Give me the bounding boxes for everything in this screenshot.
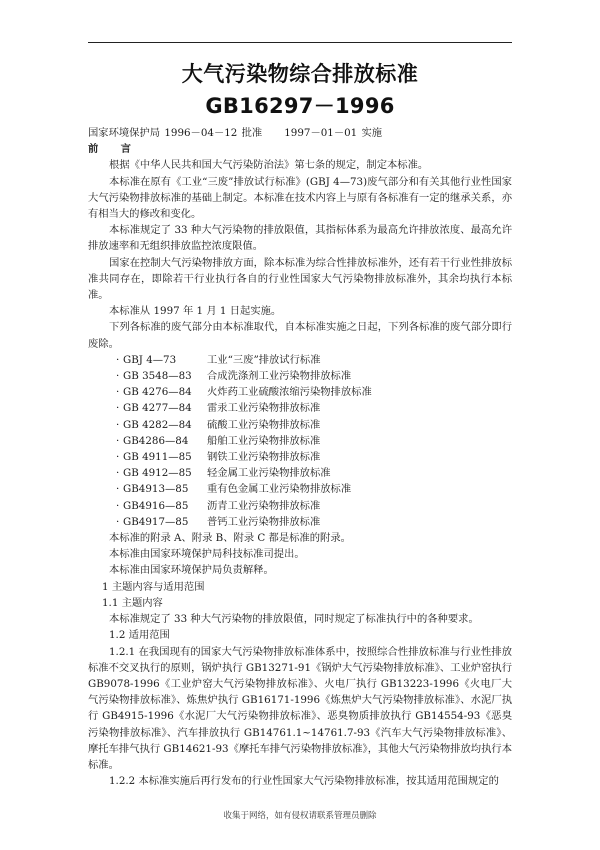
footer-note: 收集于网络，如有侵权请联系管理员删除 bbox=[223, 811, 377, 821]
section-paragraph: 本标准规定了 33 种大气污染物的排放限值，同时规定了标准执行中的各种要求。 bbox=[109, 613, 479, 626]
document-title: 大气污染物综合排放标准 bbox=[181, 62, 419, 86]
preface-paragraph: 本标准在原有《工业“三废”排放试行标准》(GBJ 4—73)废气部分和有关其他行业性国家大气污染物排放标准的基础上制定。本标准在技术内容上与原有各标准有一定的继承关系，亦有相当大的修改和变化。 bbox=[88, 175, 512, 221]
standard-code-item: GB 4911—85 bbox=[123, 451, 192, 464]
standard-name: 重有色金属工业污染物排放标准 bbox=[207, 483, 352, 496]
list-item: · GB 4277—84 雷汞工业污染物排放标准 bbox=[88, 400, 512, 416]
list-item: · GB4916—85 沥青工业污染物排放标准 bbox=[88, 498, 512, 514]
standard-code-item: GB 3548—83 bbox=[123, 370, 192, 383]
list-item: · GB 4282—84 硫酸工业污染物排放标准 bbox=[88, 417, 512, 433]
list-item: · GB4913—85 重有色金属工业污染物排放标准 bbox=[88, 481, 512, 497]
standard-name: 合成洗涤剂工业污染物排放标准 bbox=[207, 370, 352, 383]
standard-name: 火炸药工业硫酸浓缩污染物排放标准 bbox=[207, 386, 372, 399]
replaced-standards-list bbox=[88, 352, 512, 530]
standard-code-item: GB4917—85 bbox=[123, 515, 189, 528]
preface-heading: 前 言 bbox=[88, 143, 137, 156]
list-item: · GB 4912—85 轻金属工业污染物排放标准 bbox=[88, 465, 512, 481]
preface-paragraph: 国家在控制大气污染物排放方面，除本标准为综合性排放标准外，还有若干行业性排放标准共同存在，即除若干行业执行各自的行业性国家大气污染物排放标准外，其余均执行本标准。 bbox=[88, 256, 512, 302]
preface-paragraph: 根据《中华人民共和国大气污染防治法》第七条的规定，制定本标准。 bbox=[109, 159, 429, 172]
list-item: · GBJ 4—73 工业“三废”排放试行标准 bbox=[88, 352, 512, 368]
preface-paragraph: 下列各标准的废气部分由本标准取代，自本标准实施之日起，下列各标准的废气部分即行废除。 bbox=[88, 321, 512, 350]
approval-text: 国家环境保护局 1996－04－12 批准 bbox=[88, 127, 263, 139]
top-rule bbox=[88, 42, 512, 43]
document-body bbox=[88, 125, 512, 789]
standard-code-item: GB 4276—84 bbox=[123, 386, 192, 399]
standard-code-item: GB4286—84 bbox=[123, 434, 189, 447]
preface-paragraph: 本标准规定了 33 种大气污染物的排放限值，其指标体系为最高允许排放浓度、最高允许排放速率和无组织排放监控浓度限值。 bbox=[88, 224, 512, 253]
list-item: · GB 4911—85 钢铁工业污染物排放标准 bbox=[88, 449, 512, 465]
section-paragraph: 1.2.2 本标准实施后再行发布的行业性国家大气污染物排放标准，按其适用范围规定的 bbox=[109, 775, 499, 788]
standard-name: 钢铁工业污染物排放标准 bbox=[207, 451, 321, 464]
preface-note: 本标准的附录 A、附录 B、附录 C 都是标准的附录。 bbox=[109, 532, 351, 545]
standard-name: 工业“三废”排放试行标准 bbox=[207, 353, 321, 366]
standard-name: 沥青工业污染物排放标准 bbox=[207, 499, 321, 512]
standard-code-item: GB4913—85 bbox=[123, 483, 189, 496]
standard-code-item: GB4916—85 bbox=[123, 499, 189, 512]
standard-name: 硫酸工业污染物排放标准 bbox=[207, 418, 321, 431]
list-item: · GB 3548—83 合成洗涤剂工业污染物排放标准 bbox=[88, 368, 512, 384]
approval-line bbox=[88, 125, 512, 141]
standard-code-item: GB 4912—85 bbox=[123, 467, 192, 480]
effective-date: 1997－01－01 实施 bbox=[284, 127, 383, 139]
standard-name: 普钙工业污染物排放标准 bbox=[207, 515, 321, 528]
preface-paragraph: 本标准从 1997 年 1 月 1 日起实施。 bbox=[109, 305, 282, 318]
section-heading: 1 主题内容与适用范围 bbox=[102, 580, 205, 593]
standard-code: GB16297－1996 bbox=[205, 94, 395, 118]
standard-code-item: GB 4282—84 bbox=[123, 418, 192, 431]
list-item: · GB4917—85 普钙工业污染物排放标准 bbox=[88, 514, 512, 530]
standard-code-item: GB 4277—84 bbox=[123, 402, 192, 415]
preface-note: 本标准由国家环境保护局科技标准司提出。 bbox=[109, 548, 305, 561]
subsection-heading: 1.1 主题内容 bbox=[102, 596, 163, 609]
list-item: · GB 4276—84 火炸药工业硫酸浓缩污染物排放标准 bbox=[88, 384, 512, 400]
standard-name: 轻金属工业污染物排放标准 bbox=[207, 467, 331, 480]
standard-name: 雷汞工业污染物排放标准 bbox=[207, 402, 321, 415]
standard-name: 船舶工业污染物排放标准 bbox=[207, 434, 321, 447]
section-paragraph: 1.2.1 在我国现有的国家大气污染物排放标准体系中，按照综合性排放标准与行业性排放标准不交叉执行的原则，锅炉执行 GB13271-91《锅炉大气污染物排放标准》、工业炉窑执行 GB9078-1996《工业炉窑大气污染物排放标准》、火电厂执行 GB13223-1996《火电厂大气污染物排放标准》、炼焦炉执行 GB16171-1996《炼焦炉大气污染物排放标准》、水泥厂执行 GB4915-1996《水泥厂大气污染物排放标准》、恶臭物质排放执行 GB14554-93《恶臭污染物排放标准》、汽车排放执行 GB14761.1~14761.7-93《汽车大气污染物排放标准》、摩托车排气执行 GB14621-93《摩托车排气污染物排放标准》，其他大气污染物排放均执行本标准。 bbox=[88, 645, 512, 771]
subsection-heading: 1.2 适用范围 bbox=[109, 629, 170, 642]
list-item: · GB4286—84 船舶工业污染物排放标准 bbox=[88, 433, 512, 449]
preface-note: 本标准由国家环境保护局负责解释。 bbox=[109, 564, 274, 577]
standard-code-item: GBJ 4—73 bbox=[123, 353, 177, 366]
